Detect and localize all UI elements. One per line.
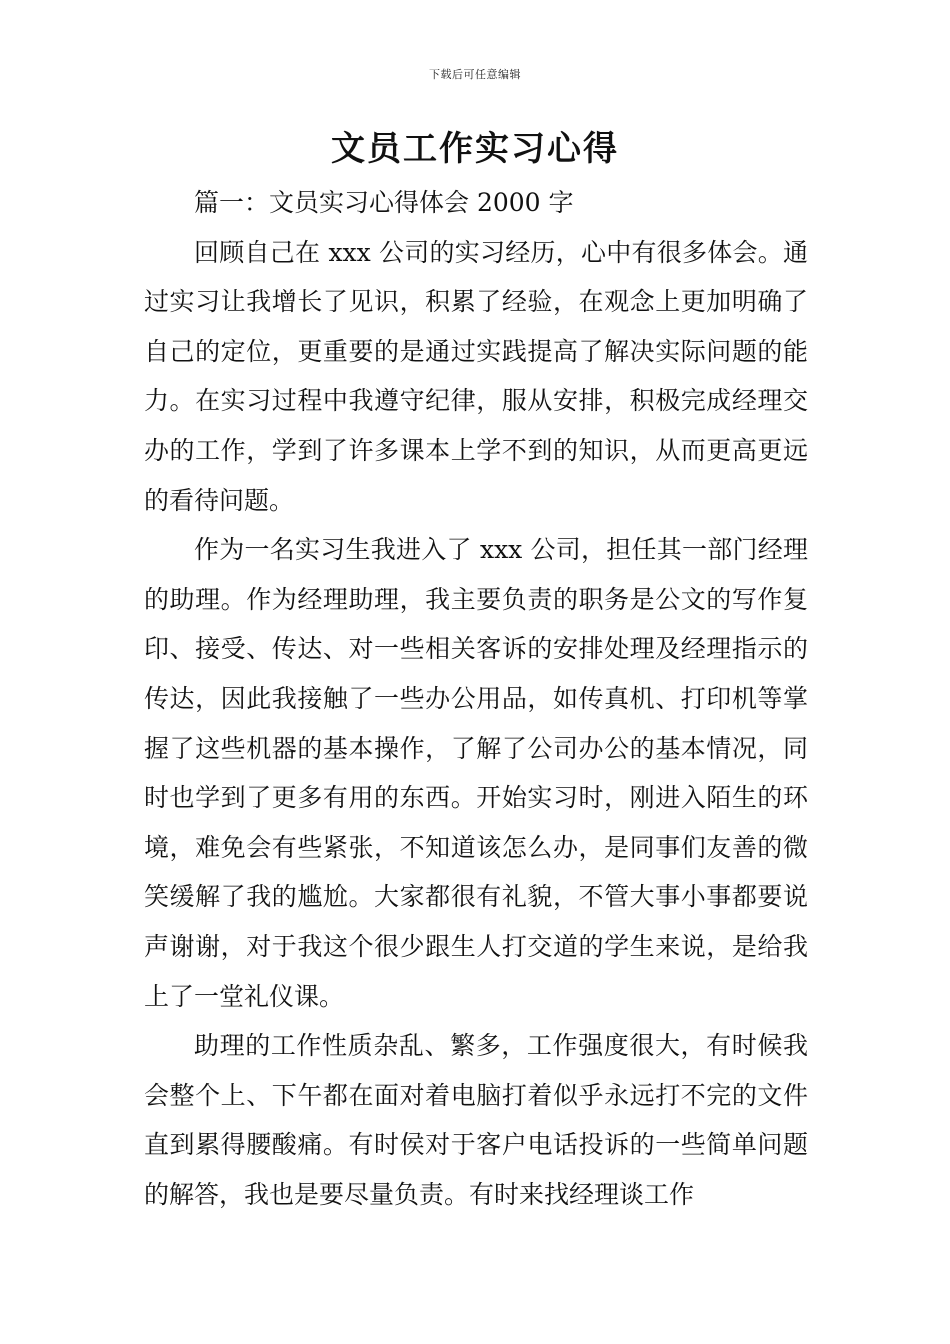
paragraph-1: 回顾自己在 xxx 公司的实习经历，心中有很多体会。通过实习让我增长了见识，积累了经验，在观念上更加明确了自己的定位，更重要的是通过实践提高了解决实际问题的能力。在实习过程中我遵守纪律，服从安排，积极完成经理交办的工作，学到了许多课本上学不到的知识，从而更高更远的看待问题。 xyxy=(144,237,808,515)
header-note: 下载后可任意编辑 xyxy=(429,68,521,81)
document-title: 文员工作实习心得 xyxy=(331,129,619,169)
document-body xyxy=(144,178,808,1219)
paragraph-2: 作为一名实习生我进入了 xxx 公司，担任其一部门经理的助理。作为经理助理，我主要负责的职务是公文的写作复印、接受、传达、对一些相关客诉的安排处理及经理指示的传达，因此我接触了一些办公用品，如传真机、打印机等掌握了这些机器的基本操作，了解了公司办公的基本情况，同时也学到了更多有用的东西。开始实习时，刚进入陌生的环境，难免会有些紧张，不知道该怎么办，是同事们友善的微笑缓解了我的尴尬。大家都很有礼貌，不管大事小事都要说声谢谢，对于我这个很少跟生人打交道的学生来说，是给我上了一堂礼仪课。 xyxy=(144,535,808,1011)
paragraph-3: 助理的工作性质杂乱、繁多，工作强度很大，有时候我会整个上、下午都在面对着电脑打着似乎永远打不完的文件直到累得腰酸痛。有时侯对于客户电话投诉的一些简单问题的解答，我也是要尽量负责。有时来找经理谈工作 xyxy=(144,1031,808,1209)
document-subtitle: 篇一：文员实习心得体会 2000 字 xyxy=(194,188,574,217)
